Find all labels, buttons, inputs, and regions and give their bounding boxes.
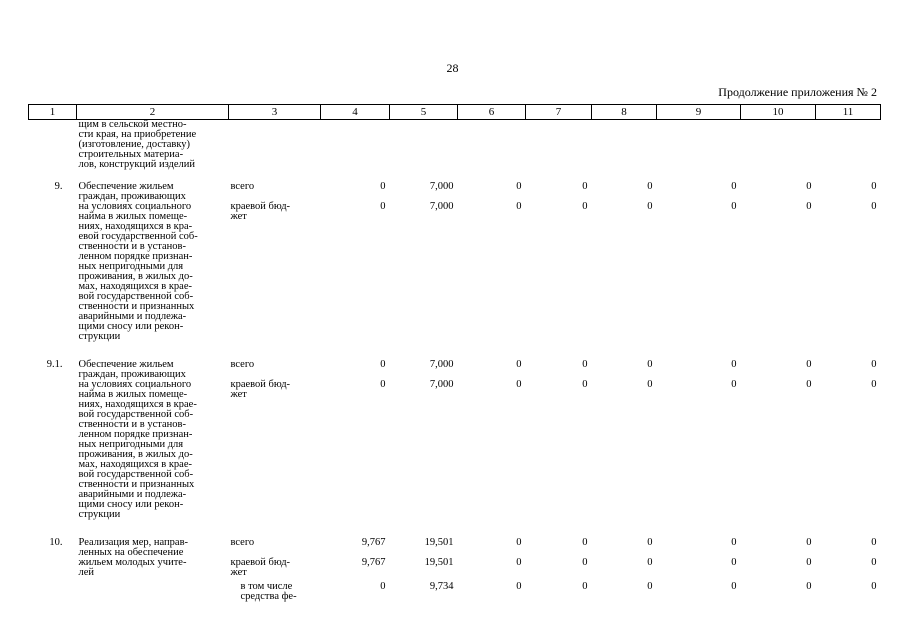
description-line: Реализация мер, направ- — [78, 536, 189, 548]
description-line: ных непригодными для — [78, 260, 184, 272]
row-index: 9. — [54, 180, 63, 192]
description-line: ниях, находящихся в кра- — [78, 220, 193, 232]
header-cell-3: 3 — [229, 105, 321, 120]
description-line: евой государственной соб- — [78, 230, 198, 242]
value: 0 — [647, 378, 653, 390]
source-label: жет — [230, 210, 247, 222]
value: 0 — [582, 180, 588, 192]
value: 0 — [582, 200, 588, 212]
value-cell-col-7 — [526, 534, 592, 614]
row-description — [77, 356, 229, 534]
value: 0 — [380, 378, 386, 390]
value: 0 — [516, 200, 522, 212]
value-cell-col-11 — [816, 534, 881, 614]
description-line: аварийными и подлежа- — [78, 310, 187, 322]
header-cell-10: 10 — [741, 105, 816, 120]
appendix-table — [28, 104, 881, 614]
value: 7,000 — [429, 180, 454, 192]
value-cell-col-9 — [657, 178, 741, 356]
value-cell-col-9 — [657, 356, 741, 534]
source-label: средства фе- — [240, 590, 297, 602]
value: 0 — [871, 180, 877, 192]
value: 0 — [380, 200, 386, 212]
description-line: Обеспечение жильем — [78, 358, 174, 370]
description-line: (изготовление, доставку) — [78, 139, 191, 150]
description-line: аварийными и подлежа- — [78, 488, 187, 500]
value: 0 — [647, 358, 653, 370]
value: 7,000 — [429, 358, 454, 370]
value: 0 — [806, 378, 812, 390]
value-cell-col-5 — [390, 178, 458, 356]
value: 0 — [647, 180, 653, 192]
description-line: ленном порядке признан- — [78, 428, 193, 440]
value: 0 — [516, 378, 522, 390]
value: 0 — [731, 378, 737, 390]
value-cell-col-4 — [321, 534, 390, 614]
header-cell-8: 8 — [592, 105, 657, 120]
value: 7,000 — [429, 378, 454, 390]
table-row — [29, 356, 881, 534]
value-cell-col-9 — [657, 534, 741, 614]
description-line: сти края, на приобретение — [78, 129, 197, 140]
description-line: найма в жилых помеще- — [78, 210, 188, 222]
value: 19,501 — [424, 556, 454, 568]
value: 0 — [871, 378, 877, 390]
description-line: ленном порядке признан- — [78, 250, 193, 262]
description-line: струкции — [78, 508, 121, 520]
value: 0 — [806, 200, 812, 212]
header-cell-9: 9 — [657, 105, 741, 120]
value: 0 — [516, 580, 522, 592]
value-cell-col-7 — [526, 120, 592, 178]
description-line: щими сносу или рекон- — [78, 320, 184, 332]
description-line: мах, находящихся в крае- — [78, 280, 193, 292]
header-cell-4: 4 — [321, 105, 390, 120]
continuation-label: Продолжение приложения № 2 — [718, 85, 877, 99]
value: 0 — [871, 200, 877, 212]
description-line: щим в сельской местно- — [78, 119, 187, 130]
value: 0 — [582, 580, 588, 592]
value: 0 — [871, 580, 877, 592]
value: 0 — [516, 358, 522, 370]
description-line: ных непригодными для — [78, 438, 184, 450]
value-cell-col-6 — [458, 356, 526, 534]
value-cell-col-7 — [526, 356, 592, 534]
value-cell-col-10 — [741, 120, 816, 178]
value: 0 — [647, 536, 653, 548]
row-index — [29, 120, 77, 178]
source-label: жет — [230, 388, 247, 400]
source-label: жет — [230, 566, 247, 578]
row-source-labels — [229, 534, 321, 614]
row-index: 10. — [49, 536, 63, 548]
value-cell-col-11 — [816, 120, 881, 178]
source-label: всего — [230, 536, 255, 548]
value: 0 — [647, 556, 653, 568]
row-source-labels — [229, 178, 321, 356]
value-cell-col-6 — [458, 178, 526, 356]
description-line: ственности и в установ- — [78, 418, 186, 430]
row-index: 9.1. — [46, 358, 63, 370]
value: 0 — [582, 358, 588, 370]
value-cell-col-5 — [390, 120, 458, 178]
description-line: Обеспечение жильем — [78, 180, 174, 192]
value-cell-col-8 — [592, 178, 657, 356]
header-cell-7: 7 — [526, 105, 592, 120]
description-line: найма в жилых помеще- — [78, 388, 188, 400]
description-line: ниях, находящихся в крае- — [78, 398, 197, 410]
value: 0 — [871, 536, 877, 548]
description-line: вой государственной соб- — [78, 468, 194, 480]
source-label: всего — [230, 358, 255, 370]
table-row — [29, 120, 881, 178]
description-line: лей — [78, 566, 95, 578]
description-line: на условиях социального — [78, 378, 192, 390]
value: 0 — [516, 556, 522, 568]
value: 0 — [731, 180, 737, 192]
description-line: граждан, проживающих — [78, 368, 186, 380]
value: 0 — [806, 180, 812, 192]
table-body — [29, 120, 881, 614]
value-cell-col-10 — [741, 178, 816, 356]
value: 0 — [871, 358, 877, 370]
value-cell-col-8 — [592, 356, 657, 534]
value: 0 — [806, 556, 812, 568]
value-cell-col-11 — [816, 356, 881, 534]
description-line: вой государственной соб- — [78, 408, 194, 420]
value: 0 — [380, 180, 386, 192]
description-line: жильем молодых учите- — [78, 556, 187, 568]
value-cell-col-5 — [390, 534, 458, 614]
source-label: краевой бюд- — [230, 556, 291, 568]
value-cell-col-10 — [741, 356, 816, 534]
value: 7,000 — [429, 200, 454, 212]
header-cell-11: 11 — [816, 105, 881, 120]
description-line: ственности и в установ- — [78, 240, 186, 252]
value: 0 — [516, 180, 522, 192]
value: 0 — [582, 536, 588, 548]
row-description — [77, 534, 229, 614]
description-line: щими сносу или рекон- — [78, 498, 184, 510]
value-cell-col-8 — [592, 120, 657, 178]
value: 9,734 — [429, 580, 454, 592]
value: 0 — [731, 200, 737, 212]
value: 0 — [806, 536, 812, 548]
value: 0 — [380, 580, 386, 592]
value: 0 — [647, 580, 653, 592]
value: 0 — [806, 580, 812, 592]
value: 0 — [806, 358, 812, 370]
value: 0 — [582, 378, 588, 390]
description-line: проживания, в жилых до- — [78, 270, 193, 282]
value-cell-col-6 — [458, 534, 526, 614]
source-label: краевой бюд- — [230, 378, 291, 390]
description-line: проживания, в жилых до- — [78, 448, 193, 460]
value: 0 — [516, 536, 522, 548]
value-cell-col-4 — [321, 178, 390, 356]
description-line: лов, конструкций изделий — [78, 159, 196, 170]
header-cell-6: 6 — [458, 105, 526, 120]
value: 9,767 — [361, 536, 386, 548]
header-row — [29, 105, 881, 120]
value: 0 — [731, 556, 737, 568]
value-cell-col-4 — [321, 356, 390, 534]
value: 0 — [871, 556, 877, 568]
value-cell-col-5 — [390, 356, 458, 534]
description-line: граждан, проживающих — [78, 190, 186, 202]
value-cell-col-4 — [321, 120, 390, 178]
header-cell-5: 5 — [390, 105, 458, 120]
value: 19,501 — [424, 536, 454, 548]
description-line: ственности и признанных — [78, 300, 195, 312]
description-line: строительных материа- — [78, 149, 184, 160]
value-cell-col-9 — [657, 120, 741, 178]
value-cell-col-6 — [458, 120, 526, 178]
value-cell-col-7 — [526, 178, 592, 356]
row-description — [77, 178, 229, 356]
value: 0 — [582, 556, 588, 568]
table-row — [29, 534, 881, 614]
page-number: 28 — [446, 61, 459, 75]
description-line: вой государственной соб- — [78, 290, 194, 302]
description-line: струкции — [78, 330, 121, 342]
value: 0 — [731, 358, 737, 370]
description-line: на условиях социального — [78, 200, 192, 212]
value-cell-col-11 — [816, 178, 881, 356]
value-cell-col-8 — [592, 534, 657, 614]
value: 0 — [380, 358, 386, 370]
value: 0 — [647, 200, 653, 212]
description-line: ленных на обеспечение — [78, 546, 184, 558]
source-label: всего — [230, 180, 255, 192]
value: 0 — [731, 536, 737, 548]
row-source-labels — [229, 120, 321, 178]
table-row — [29, 178, 881, 356]
description-line: ственности и признанных — [78, 478, 195, 490]
description-line: мах, находящихся в крае- — [78, 458, 193, 470]
source-label: краевой бюд- — [230, 200, 291, 212]
row-description — [77, 120, 229, 178]
header-cell-2: 2 — [77, 105, 229, 120]
source-label: в том числе — [240, 580, 293, 592]
value-cell-col-10 — [741, 534, 816, 614]
row-source-labels — [229, 356, 321, 534]
value: 9,767 — [361, 556, 386, 568]
header-cell-1: 1 — [29, 105, 77, 120]
value: 0 — [731, 580, 737, 592]
